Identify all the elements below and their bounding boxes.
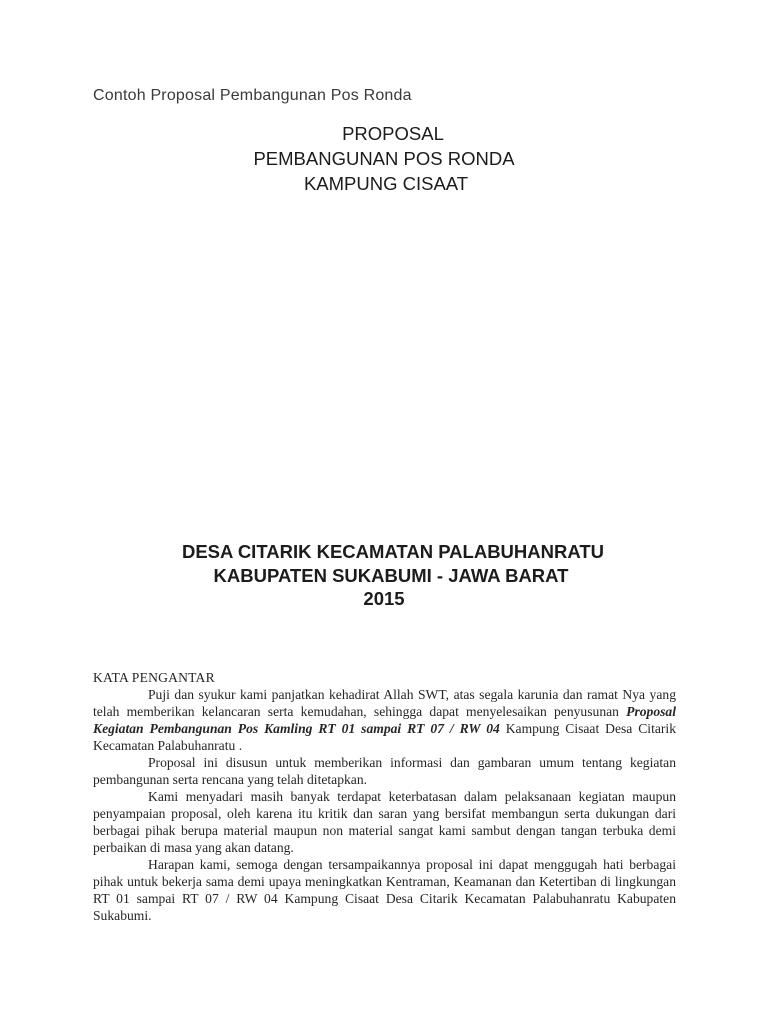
location-block — [0, 540, 768, 611]
preface-heading: KATA PENGANTAR — [93, 670, 215, 685]
location-line-kabupaten: KABUPATEN SUKABUMI - JAWA BARAT — [213, 564, 569, 586]
location-line-desa: DESA CITARIK KECAMATAN PALABUHANRATU — [181, 541, 605, 562]
preface-paragraph-4: Harapan kami, semoga dengan tersampaikannya proposal ini dapat menggugah hati berbagai pihak untuk bekerja sama demi upaya meningkatkan Kentraman, Keamanan dan Ketertiban di lingkungan RT 01 sampai RT 07 / RW 04 Kampung Cisaat Desa Citarik Kecamatan Palabuhanratu Kabupaten Sukabumi. — [93, 857, 676, 923]
title-line-kampung: KAMPUNG CISAAT — [303, 173, 469, 194]
proposal-name-emphasis: Proposal Kegiatan Pembangunan Pos Kamling RT 01 sampai RT 07 / RW 04 — [93, 704, 676, 736]
preface-paragraph-1 — [93, 686, 676, 754]
proposal-title — [0, 121, 768, 196]
title-line-project: PEMBANGUNAN POS RONDA — [253, 148, 515, 169]
preface-paragraph-2: Proposal ini disusun untuk memberikan informasi dan gambaran umum tentang kegiatan pembangunan serta rencana yang telah ditetapkan. — [93, 755, 676, 787]
preface-section — [93, 669, 676, 924]
title-line-proposal: PROPOSAL — [342, 123, 444, 144]
preface-p1-tail: Kampung Cisaat Desa Citarik Kecamatan Palabuhanratu . — [93, 721, 676, 753]
location-line-year: 2015 — [363, 588, 405, 609]
preface-p1-text: Puji dan syukur kami panjatkan kehadirat Allah SWT, atas segala karunia dan ramat Nya yang telah memberikan kelancaran serta kemudahan, sehingga dapat menyelesaikan penyusunan — [93, 687, 676, 719]
document-label: Contoh Proposal Pembangunan Pos Ronda — [93, 87, 412, 104]
preface-paragraph-3: Kami menyadari masih banyak terdapat keterbatasan dalam pelaksanaan kegiatan maupun penyampaian proposal, oleh karena itu kritik dan saran yang bersifat membangun serta dukungan dari berbagai pihak berupa material maupun non material sangat kami sambut dengan tangan terbuka demi perbaikan di masa yang akan datang. — [93, 789, 676, 855]
